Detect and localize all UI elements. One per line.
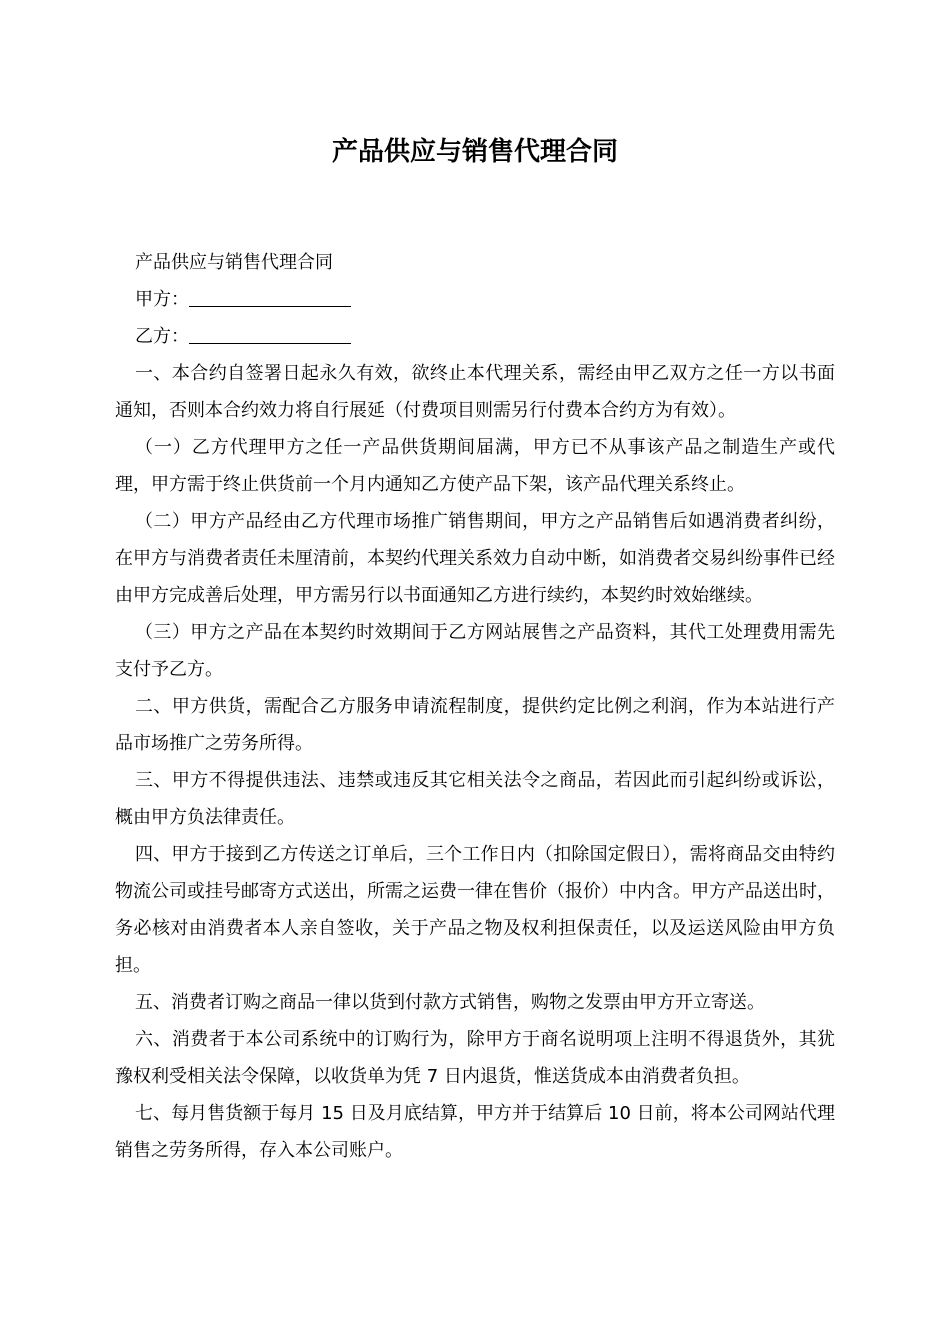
clause-2: 二、甲方供货，需配合乙方服务申请流程制度，提供约定比例之利润，作为本站进行产品市场推广之劳务所得。 — [115, 696, 835, 754]
clause-1-sub-3: （三）甲方之产品在本契约时效期间于乙方网站展售之产品资料，其代工处理费用需先支付予乙方。 — [115, 622, 835, 680]
clause-7: 七、每月售货额于每月 15 日及月底结算，甲方并于结算后 10 日前，将本公司网站代理销售之劳务所得，存入本公司账户。 — [115, 1103, 835, 1161]
clause-4: 四、甲方于接到乙方传送之订单后，三个工作日内（扣除国定假日），需将商品交由特约物流公司或挂号邮寄方式送出，所需之运费一律在售价（报价）中内含。甲方产品送出时，务必核对由消费者本人亲自签收，关于产品之物及权利担保责任，以及运送风险由甲方负担。 — [115, 844, 835, 976]
clause-1-sub-1: （一）乙方代理甲方之任一产品供货期间届满，甲方已不从事该产品之制造生产或代理，甲方需于终止供货前一个月内通知乙方使产品下架，该产品代理关系终止。 — [115, 437, 835, 495]
party-a-label: 甲方： — [135, 289, 189, 310]
clause-3: 三、甲方不得提供违法、违禁或违反其它相关法令之商品，若因此而引起纠纷或诉讼，概由甲方负法律责任。 — [115, 770, 835, 828]
party-a-blank — [189, 288, 351, 307]
clause-6: 六、消费者于本公司系统中的订购行为，除甲方于商名说明项上注明不得退货外，其犹豫权利受相关法令保障，以收货单为凭 7 日内退货，惟送货成本由消费者负担。 — [115, 1029, 835, 1087]
clause-5: 五、消费者订购之商品一律以货到付款方式销售，购物之发票由甲方开立寄送。 — [135, 992, 765, 1013]
document-body — [115, 244, 835, 1169]
party-a-line — [115, 281, 835, 318]
party-b-label: 乙方： — [135, 326, 189, 347]
party-b-line — [115, 318, 835, 355]
clause-1-sub-2: （二）甲方产品经由乙方代理市场推广销售期间，甲方之产品销售后如遇消费者纠纷，在甲方与消费者责任未厘清前，本契约代理关系效力自动中断，如消费者交易纠纷事件已经由甲方完成善后处理，甲方需另行以书面通知乙方进行续约，本契约时效始继续。 — [115, 511, 835, 606]
document-title: 产品供应与销售代理合同 — [331, 137, 618, 167]
party-b-blank — [189, 325, 351, 344]
document-subtitle: 产品供应与销售代理合同 — [135, 252, 333, 273]
clause-1: 一、本合约自签署日起永久有效，欲终止本代理关系，需经由甲乙双方之任一方以书面通知，否则本合约效力将自行展延（付费项目则需另行付费本合约方为有效）。 — [115, 363, 835, 421]
